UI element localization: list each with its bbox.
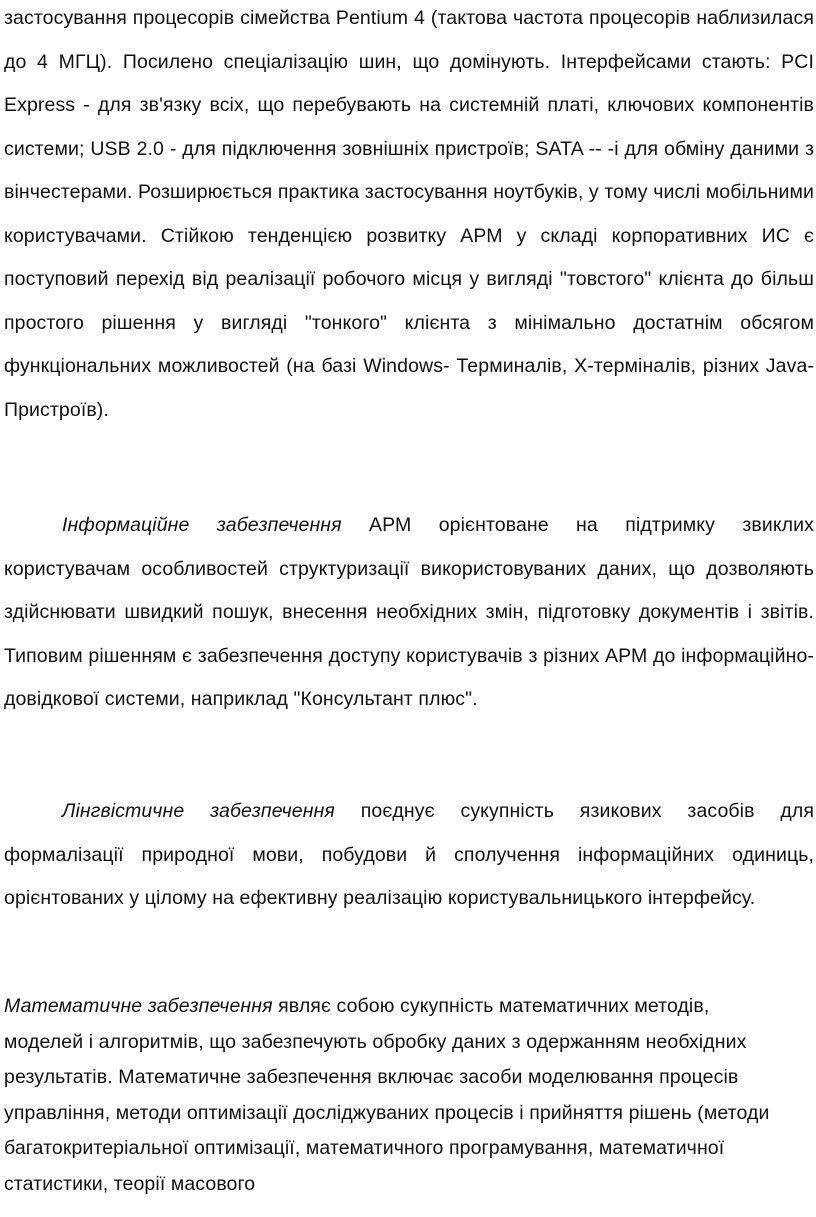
paragraph-lead-term: Математичне забезпечення bbox=[4, 995, 273, 1017]
paragraph-mathematical-support bbox=[4, 989, 774, 1202]
paragraph-text: застосування процесорів сімейства Pentium 4 (тактова частота процесорів наблизилася до 4 МГЦ). Посилено спеціалізацію шин, що домінують. Інтерфейсами стають: PCI Express - для зв'язку всіх, що перебувають на системній платі, ключових компонентів системи; USB 2.0 - для підключення зовнішніх пристроїв; SATA -- -і для обміну даними з вінчестерами. Розширюється практика застосування ноутбуків, у тому числі мобільними користувачами. Стійкою тенденцією розвитку АРМ у складі корпоративних ИС є поступовий перехід від реалізації робочого місця у вигляді "товстого" клієнта до більш простого рішення у вигляді "тонкого" клієнта з мінімально достатнім обсягом функціональних можливостей (на базі Windows- Терминалів, X-терміналів, різних Java- Пристроїв). bbox=[4, 7, 814, 421]
paragraph-text: АРМ орієнтоване на підтримку звиклих користувачам особливостей структуризації використовуваних даних, що дозволяють здійснювати швидкий пошук, внесення необхідних змін, підготовку документів і звітів. Типовим рішенням є забезпечення доступу користувачів з різних АРМ до інформаційно-довідкової системи, наприклад "Консультант плюс". bbox=[4, 514, 814, 710]
paragraph-lead-term: Лінгвістичне забезпечення bbox=[62, 800, 335, 822]
paragraph-hardware bbox=[4, 0, 814, 432]
paragraph-text: являє собою сукупність математичних методів, моделей і алгоритмів, що забезпечують обробку даних з одержанням необхідних результатів. Математичне забезпечення включає засоби моделювання процесів управління, методи оптимізації досліджуваних процесів і прийняття рішень (методи багатокритеріальної оптимізації, математичного програмування, математичної статистики, теорії масового bbox=[4, 995, 770, 1195]
paragraph-information-support bbox=[4, 504, 814, 722]
paragraph-text: поєднує сукупність язикових засобів для формалізації природної мови, побудови й сполучення інформаційних одиниць, орієнтованих у цілому на ефективну реалізацію користувальницького інтерфейсу. bbox=[4, 800, 814, 909]
paragraph-linguistic-support bbox=[4, 790, 814, 921]
paragraph-lead-term: Інформаційне забезпечення bbox=[62, 514, 342, 536]
